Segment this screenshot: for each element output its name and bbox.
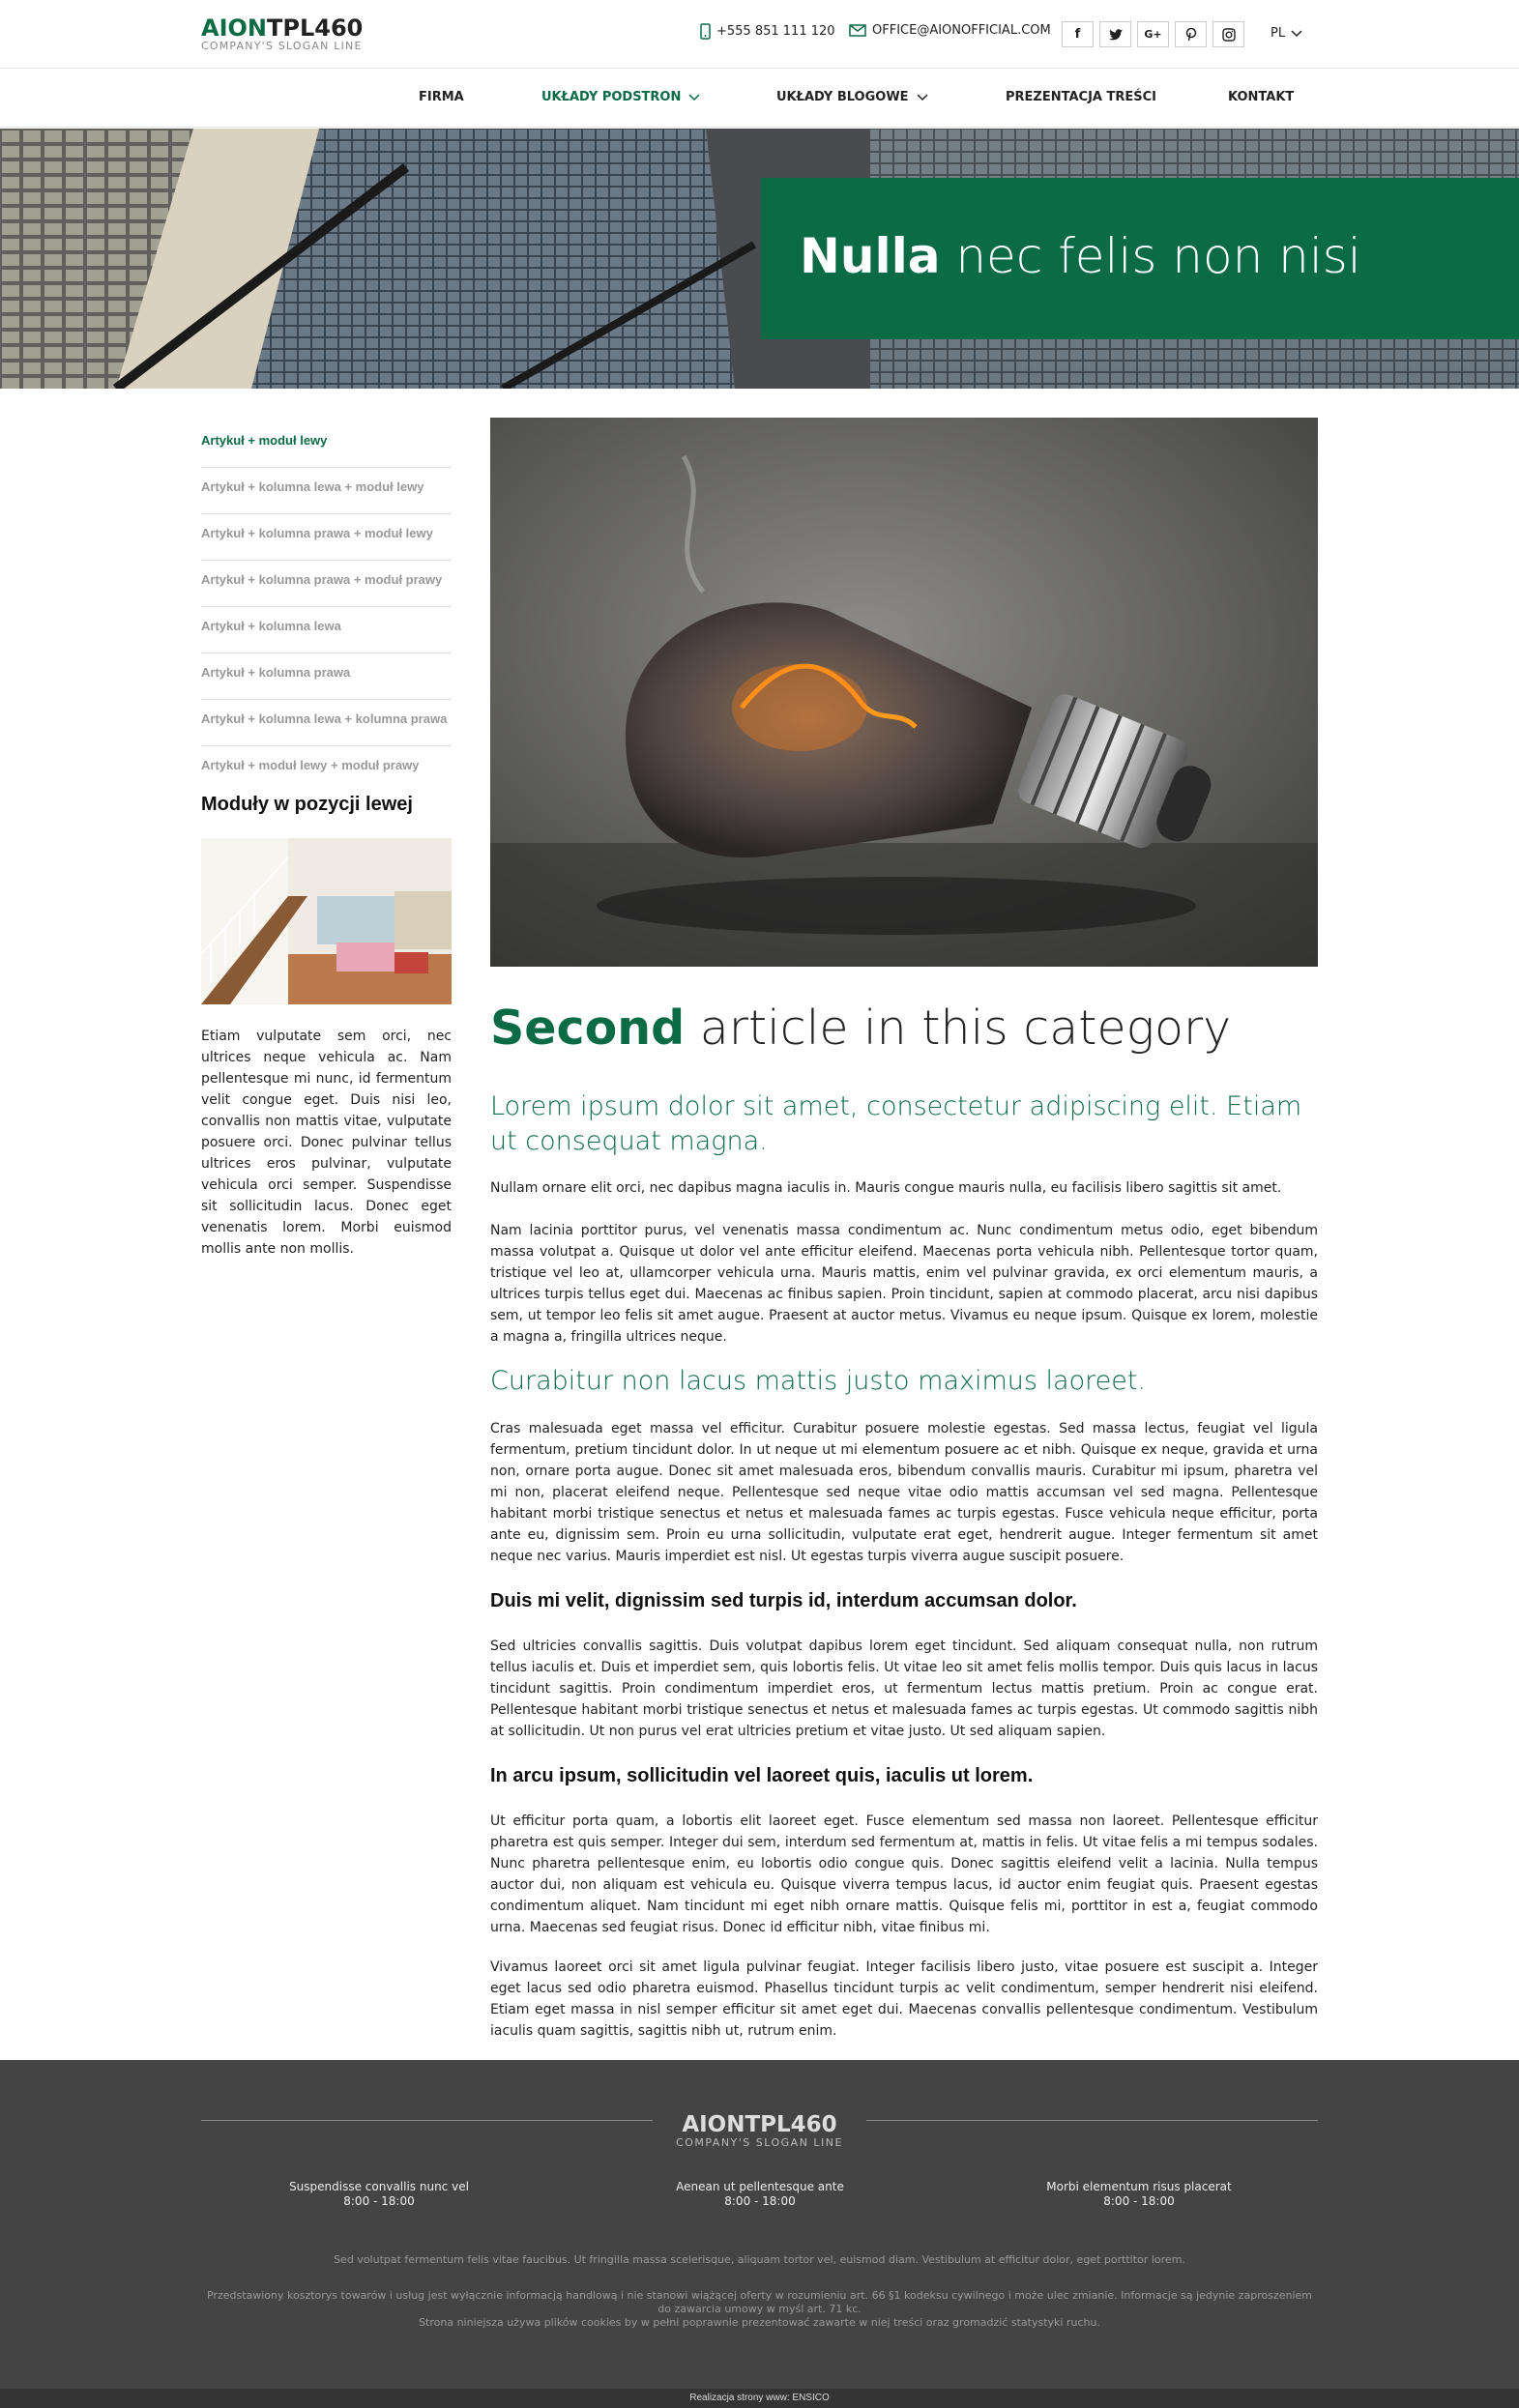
main-navigation <box>0 70 1519 128</box>
article-paragraph: Nam lacinia porttitor purus, vel venenatis massa condimentum ac. Nunc condimentum metus odio, eget bibendum massa volutpat a. Quisque ut dolor vel ante efficitur eleifend. Maecenas porta vehicula nibh. Pellentesque tortor quam, tristique vel leo at, ullamcorper vehicula urna. Mauris mattis, enim vel pulvinar gravida, ex orci elementum mauris, a ultrices turpis tellus eget dui. Maecenas ac finibus sapien. Proin tincidunt, sapien at commodo placerat, arcu nisi dapibus sem, ut tempor leo felis sit amet augue. Praesent at auctor metus. Vivamus eu neque ipsum. Quisque ex lorem, molestie a magna a, fringilla ultrices neque. <box>490 1223 1318 1345</box>
nav-item-uklady-blogowe[interactable]: UKŁADY BLOGOWE <box>776 90 928 104</box>
article-subheading-small: Duis mi velit, dignissim sed turpis id, interdum accumsan dolor. <box>490 1590 1077 1611</box>
language-label: PL <box>1271 26 1286 41</box>
module-text: Etiam vulputate sem orci, nec ultrices neque vehicula ac. Nam pellentesque mi nunc, id fermentum velit congue eget. Duis nisi leo, convallis non mattis vitae, vulputate posuere orci. Donec pulvinar tellus ultrices eros pulvinar, vulputate vehicula orci semper. Suspendisse sit sollicitudin lacus. Donec eget venenatis lorem. Morbi euismod mollis ante non mollis. <box>201 1029 452 1257</box>
logo-accent: AION <box>201 15 267 42</box>
nav-item-prezentacja-tresci[interactable]: PREZENTACJA TREŚCI <box>1006 90 1156 104</box>
sidebar-menu <box>201 421 452 793</box>
sidebar-item[interactable]: Artykuł + moduł lewy + moduł prawy <box>201 758 420 772</box>
nav-item-kontakt[interactable]: KONTAKT <box>1228 90 1295 104</box>
lightbulb-image <box>490 418 1318 967</box>
article-paragraph: Cras malesuada eget massa vel efficitur. Curabitur posuere molestie egestas. Sed massa lectus, feugiat vel ligula fermentum, pretium tincidunt dolor. In ut neque ut mi elementum posuere ac et nibh. Quisque ex neque, gravida et urna non, ornare porta augue. Donec sit amet malesuada eros, bibendum convallis mauris. Curabitur mi ipsum, pharetra vel mi non, placerat eleifend neque. Pellentesque sed neque vitae odio mattis accumsan vel sed magna. Pellentesque habitant morbi tristique senectus et netus et malesuada fames ac turpis egestas. Fusce vehicula neque efficitur, porta ante eu, dignissim sem. Proin eu urna sollicitudin, vulputate erat eget, hendrerit augue. Integer fermentum sit amet neque nec varius. Mauris imperdiet est nisl. Ut egestas turpis viverra augue suscipit posuere. <box>490 1421 1318 1564</box>
social-links <box>1062 21 1250 47</box>
article-subheading-small: In arcu ipsum, sollicitudin vel laoreet quis, iaculis ut lorem. <box>490 1765 1034 1786</box>
credit-bar[interactable]: Realizacja strony www: ENSICO <box>0 2389 1519 2408</box>
hero-title: Nulla nec felis non nisi <box>800 228 1361 284</box>
email-address: OFFICE@AIONOFFICIAL.COM <box>872 23 1051 38</box>
mail-icon <box>849 24 866 37</box>
twitter-icon[interactable] <box>1099 21 1131 47</box>
article-paragraph: Sed ultricies convallis sagittis. Duis volutpat dapibus lorem eget tincidunt. Sed aliquam consequat nulla, non rutrum tellus iaculis et. Duis et imperdiet sem, quis lobortis felis. Ut vitae leo sit amet felis mollis tempor. Duis quis lacus in lacus tincidunt sagittis. Proin condimentum imperdiet eros, ut fermentum lectus mattis pretium. Proin ac congue erat. Pellentesque habitant morbi tristique senectus et netus et malesuada fames ac turpis egestas. Ut commodo sagittis nibh at sollicitudin. Ut non purus vel erat ultricies pretium et vitae justo. Ut sed aliquam sapien. <box>490 1639 1318 1739</box>
hero-title-box <box>761 178 1519 339</box>
article-title: Second article in this category <box>490 1001 1232 1056</box>
footer-legal: Przedstawiony kosztorys towarów i usług jest wyłącznie informacją handlową i nie stanowi wiążącej oferty w rozumieniu art. 66 §1 kodeksu cywilnego i może ulec zmianie. Informacje są jedynie zaproszeniem do zawarcia umowy w myśl art. 71 kc. <box>206 2289 1312 2315</box>
site-logo[interactable] <box>201 16 363 52</box>
nav-item-firma[interactable]: FIRMA <box>419 90 464 104</box>
footer-tagline: Sed volutpat fermentum felis vitae faucibus. Ut fringilla massa scelerisque, aliquam tortor vel, euismod diam. Vestibulum at efficitur dolor, eget porttitor lorem. <box>334 2253 1185 2266</box>
nav-item-uklady-podstron[interactable]: UKŁADY PODSTRON <box>541 90 700 104</box>
hero-banner <box>0 129 1519 389</box>
sidebar-item[interactable]: Artykuł + kolumna lewa + moduł lewy <box>201 468 452 514</box>
phone-contact[interactable] <box>700 23 835 40</box>
interior-image <box>201 838 452 1004</box>
logo-text: TPL460 <box>267 15 364 42</box>
article-paragraph: Ut efficitur porta quam, a lobortis elit laoreet eget. Fusce elementum sed massa non laoreet. Pellentesque efficitur pharetra est quis semper. Integer dui sem, interdum sed fermentum at, mattis in felis. Ut vitae felis a mi tempus sodales. Nunc pharetra pellentesque enim, eu lobortis odio congue quis. Donec sagittis eleifend velit a lacinia. Nulla tempus auctor dui, non aliquam est vehicula eu. Quisque viverra tempus lacus, id auctor enim feugiat quis. Praesent egestas condimentum aliquet. Nam tincidunt mi eget nibh ornare mattis. Quisque felis mi, porttitor in est a, feugiat commodo urna. Maecenas sed feugiat risus. Donec id efficitur nibh, vitae finibus mi. <box>490 1813 1318 1935</box>
footer-logo[interactable]: AIONTPL460 COMPANY'S SLOGAN LINE <box>676 2112 843 2149</box>
pinterest-icon[interactable] <box>1175 21 1207 47</box>
top-header <box>0 0 1519 69</box>
module-title: Moduły w pozycji lewej <box>201 794 413 815</box>
google-plus-icon[interactable]: G+ <box>1137 21 1169 47</box>
footer-hours-block: Morbi elementum risus placerat 8:00 - 18:00 <box>1046 2180 1232 2208</box>
footer-cookies: Strona niniejsza używa plików cookies by w pełni poprawnie prezentować zawarte w niej treści oraz gromadzić statystyki ruchu. <box>419 2316 1100 2329</box>
article-lead: Lorem ipsum dolor sit amet, consectetur adipiscing elit. Etiam ut consequat magna. <box>490 1091 1302 1156</box>
phone-number: +555 851 111 120 <box>716 24 835 39</box>
phone-icon <box>700 23 711 40</box>
chevron-down-icon <box>917 94 928 102</box>
sidebar-item[interactable]: Artykuł + kolumna prawa + moduł prawy <box>201 561 452 607</box>
logo-slogan: COMPANY'S SLOGAN LINE <box>201 40 363 52</box>
chevron-down-icon <box>688 94 700 102</box>
article-subheading: Curabitur non lacus mattis justo maximus laoreet. <box>490 1366 1147 1396</box>
sidebar-item[interactable]: Artykuł + kolumna lewa <box>201 607 452 653</box>
site-footer <box>0 2060 1519 2389</box>
sidebar-item[interactable]: Artykuł + kolumna prawa <box>201 653 452 700</box>
article-paragraph: Vivamus laoreet orci sit amet ligula pulvinar feugiat. Integer facilisis libero justo, vitae posuere est suscipit a. Integer eget lacus sed odio pharetra euismod. Phasellus tincidunt turpis ac velit condimentum, semper hendrerit nisi eleifend. Etiam eget massa in nisl semper efficitur sit amet eget dui. Maecenas convallis pellentesque condimentum. Vestibulum iaculis quam sagittis, sagittis nibh ut, rutrum enim. <box>490 1959 1318 2039</box>
article-paragraph: Nullam ornare elit orci, nec dapibus magna iaculis in. Mauris congue mauris nulla, eu facilisis libero sagittis sit amet. <box>490 1180 1282 1196</box>
sidebar-item[interactable]: Artykuł + kolumna prawa + moduł lewy <box>201 514 452 561</box>
email-contact[interactable] <box>849 23 1051 38</box>
sidebar-item[interactable]: Artykuł + moduł lewy <box>201 421 452 468</box>
instagram-icon[interactable] <box>1212 21 1244 47</box>
footer-hours-block: Suspendisse convallis nunc vel 8:00 - 18:00 <box>289 2180 469 2208</box>
language-switcher[interactable] <box>1271 26 1302 41</box>
facebook-icon[interactable]: f <box>1062 21 1094 47</box>
sidebar-item[interactable]: Artykuł + kolumna lewa + kolumna prawa <box>201 700 452 746</box>
chevron-down-icon <box>1291 30 1302 38</box>
footer-hours-block: Aenean ut pellentesque ante 8:00 - 18:00 <box>676 2180 844 2208</box>
